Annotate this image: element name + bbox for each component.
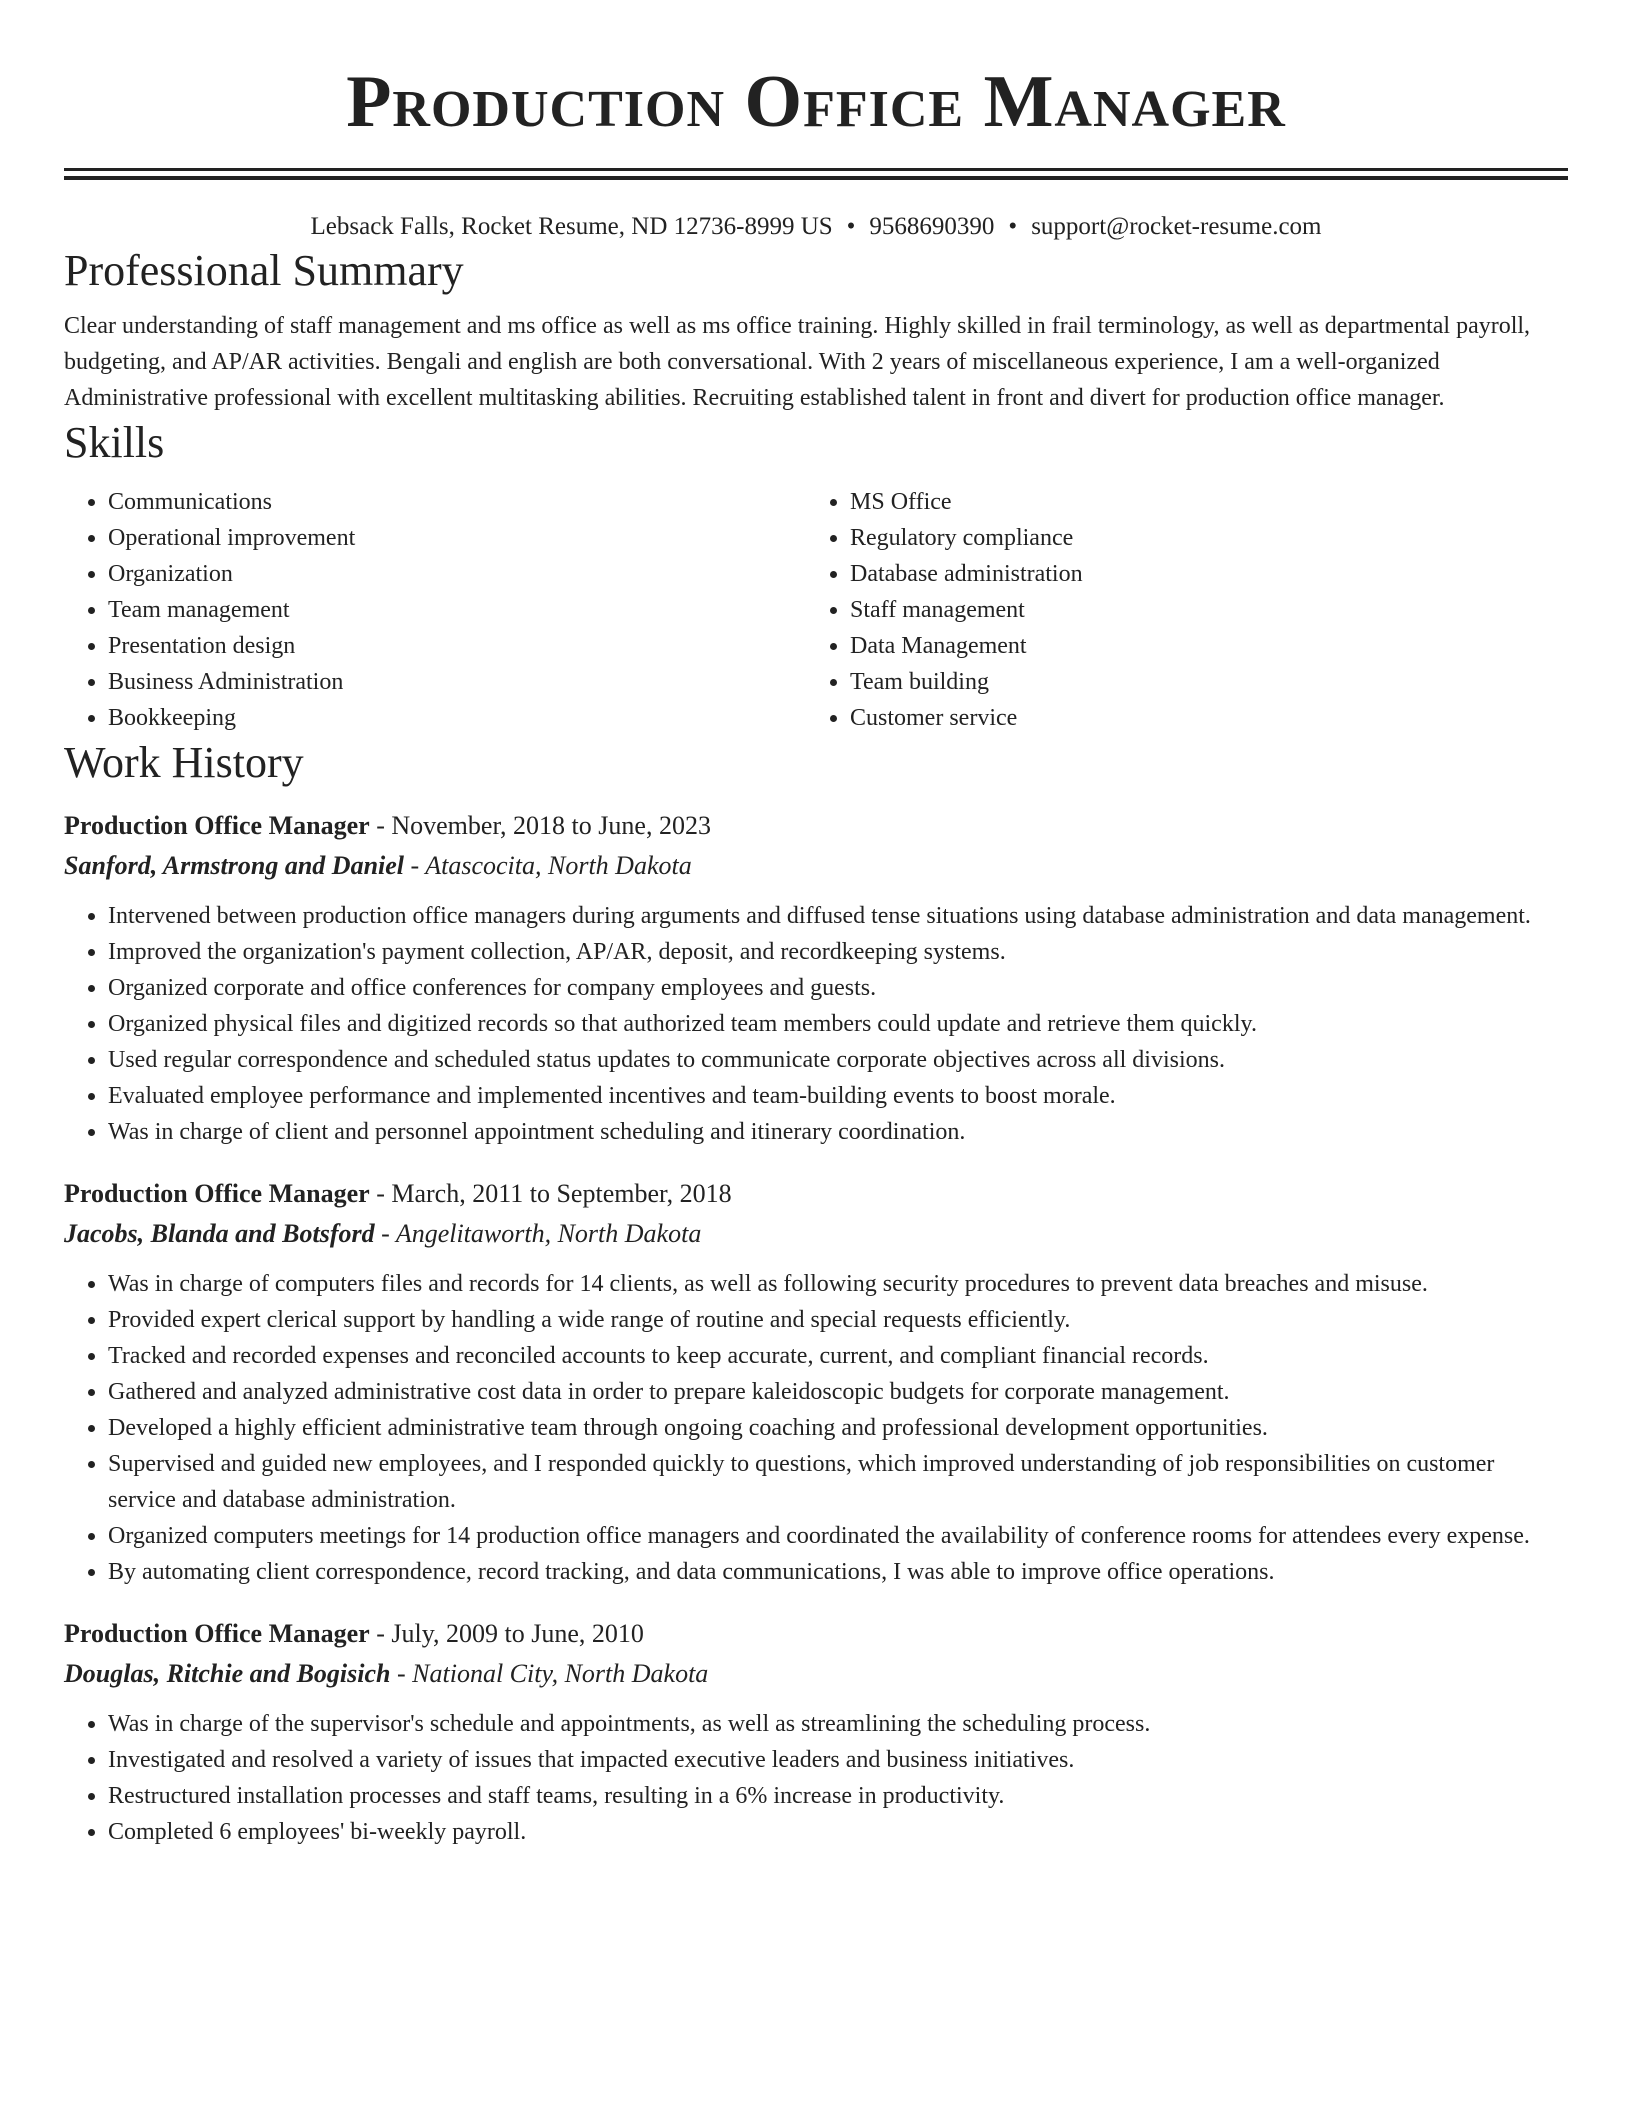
skill-item: • Presentation design [108, 628, 806, 664]
skill-item: • Customer service [850, 700, 1548, 736]
skill-item: • Data Management [850, 628, 1548, 664]
company-location: Atascocita, North Dakota [425, 851, 692, 880]
job-title: Production Office Manager [64, 811, 370, 840]
job-bullet: • Was in charge of client and personnel appointment scheduling and itinerary coordination. [108, 1114, 1568, 1150]
job-bullet: • Evaluated employee performance and implemented incentives and team-building events to boost morale. [108, 1078, 1568, 1114]
contact-line [64, 210, 1568, 244]
contact-separator: • [1008, 213, 1018, 240]
job-title-line: Production Office Manager - November, 2018 to June, 2023 [64, 811, 711, 840]
skill-item: • Team management [108, 592, 806, 628]
job-title: Production Office Manager [64, 1179, 370, 1208]
job-bullet: • Improved the organization's payment collection, AP/AR, deposit, and recordkeeping systems. [108, 934, 1568, 970]
skill-item: • Bookkeeping [108, 700, 806, 736]
resume-title: Production Office Manager [346, 61, 1286, 143]
job-bullet: • Developed a highly efficient administrative team through ongoing coaching and professional development opportunities. [108, 1410, 1568, 1446]
job-bullets [64, 1706, 1568, 1850]
skills-list [64, 484, 1568, 736]
summary-text: Clear understanding of staff management and ms office as well as ms office training. Highly skilled in frail terminology, as well as departmental payroll, budgeting, and AP/AR activities. Bengali and english are both conversational. With 2 years of miscellaneous experience, I am a well-organized Administrative professional with excellent multitasking abilities. Recruiting established talent in front and divert for production office manager. [64, 313, 1531, 411]
skill-item: • Organization [108, 556, 806, 592]
job-dates: July, 2009 to June, 2010 [391, 1619, 644, 1648]
company-name: Sanford, Armstrong and Daniel [64, 851, 405, 880]
job-bullets [64, 898, 1568, 1150]
job-bullet: • Organized computers meetings for 14 production office managers and coordinated the availability of conference rooms for attendees every expense. [108, 1518, 1568, 1554]
title-divider [64, 168, 1568, 180]
contact-separator: • [846, 213, 856, 240]
job-title-line: Production Office Manager - March, 2011 to September, 2018 [64, 1179, 732, 1208]
contact-email: support@rocket-resume.com [1031, 213, 1322, 240]
job-bullet: • Was in charge of computers files and records for 14 clients, as well as following security procedures to prevent data breaches and misuse. [108, 1266, 1568, 1302]
job-bullet: • Intervened between production office managers during arguments and diffused tense situations using database administration and data management. [108, 898, 1568, 934]
company-line: Douglas, Ritchie and Bogisich - National City, North Dakota [64, 1659, 709, 1688]
job-title-line: Production Office Manager - July, 2009 to June, 2010 [64, 1619, 644, 1648]
job-entry [64, 1614, 1568, 1850]
company-location: National City, North Dakota [412, 1659, 709, 1688]
skill-item: • Staff management [850, 592, 1548, 628]
skills-column-left [64, 484, 806, 736]
job-bullet: • Tracked and recorded expenses and reconciled accounts to keep accurate, current, and compliant financial records. [108, 1338, 1568, 1374]
contact-phone: 9568690390 [869, 213, 995, 240]
job-bullets [64, 1266, 1568, 1590]
job-dates: November, 2018 to June, 2023 [391, 811, 711, 840]
skill-item: • Database administration [850, 556, 1548, 592]
skill-item: • Operational improvement [108, 520, 806, 556]
job-bullet: • Gathered and analyzed administrative cost data in order to prepare kaleidoscopic budgets for corporate management. [108, 1374, 1568, 1410]
company-line: Jacobs, Blanda and Botsford - Angelitaworth, North Dakota [64, 1219, 702, 1248]
company-name: Douglas, Ritchie and Bogisich [64, 1659, 391, 1688]
skill-item: • Team building [850, 664, 1548, 700]
job-bullet: • Organized physical files and digitized records so that authorized team members could update and retrieve them quickly. [108, 1006, 1568, 1042]
job-title: Production Office Manager [64, 1619, 370, 1648]
job-bullet: • Investigated and resolved a variety of issues that impacted executive leaders and business initiatives. [108, 1742, 1568, 1778]
company-name: Jacobs, Blanda and Botsford [64, 1219, 375, 1248]
skill-item: • Business Administration [108, 664, 806, 700]
job-bullet: • Was in charge of the supervisor's schedule and appointments, as well as streamlining the scheduling process. [108, 1706, 1568, 1742]
job-bullet: • Used regular correspondence and scheduled status updates to communicate corporate objectives across all divisions. [108, 1042, 1568, 1078]
skills-column-right [806, 484, 1548, 736]
company-location: Angelitaworth, North Dakota [395, 1219, 702, 1248]
skill-item: • Regulatory compliance [850, 520, 1548, 556]
work-history-heading: Work History [64, 738, 304, 787]
job-entry [64, 806, 1568, 1150]
job-dates: March, 2011 to September, 2018 [391, 1179, 732, 1208]
skill-item: • MS Office [850, 484, 1548, 520]
job-bullet: • Organized corporate and office conferences for company employees and guests. [108, 970, 1568, 1006]
skill-item: • Communications [108, 484, 806, 520]
job-bullet: • Supervised and guided new employees, and I responded quickly to questions, which improved understanding of job responsibilities on customer service and database administration. [108, 1446, 1568, 1518]
company-line: Sanford, Armstrong and Daniel - Atascocita, North Dakota [64, 851, 692, 880]
job-bullet: • By automating client correspondence, record tracking, and data communications, I was able to improve office operations. [108, 1554, 1568, 1590]
summary-heading: Professional Summary [64, 246, 464, 295]
job-entry [64, 1174, 1568, 1590]
job-bullet: • Restructured installation processes and staff teams, resulting in a 6% increase in productivity. [108, 1778, 1568, 1814]
contact-address: Lebsack Falls, Rocket Resume, ND 12736-8999 US [310, 213, 833, 240]
job-bullet: • Completed 6 employees' bi-weekly payroll. [108, 1814, 1568, 1850]
job-bullet: • Provided expert clerical support by handling a wide range of routine and special requests efficiently. [108, 1302, 1568, 1338]
skills-heading: Skills [64, 418, 165, 467]
